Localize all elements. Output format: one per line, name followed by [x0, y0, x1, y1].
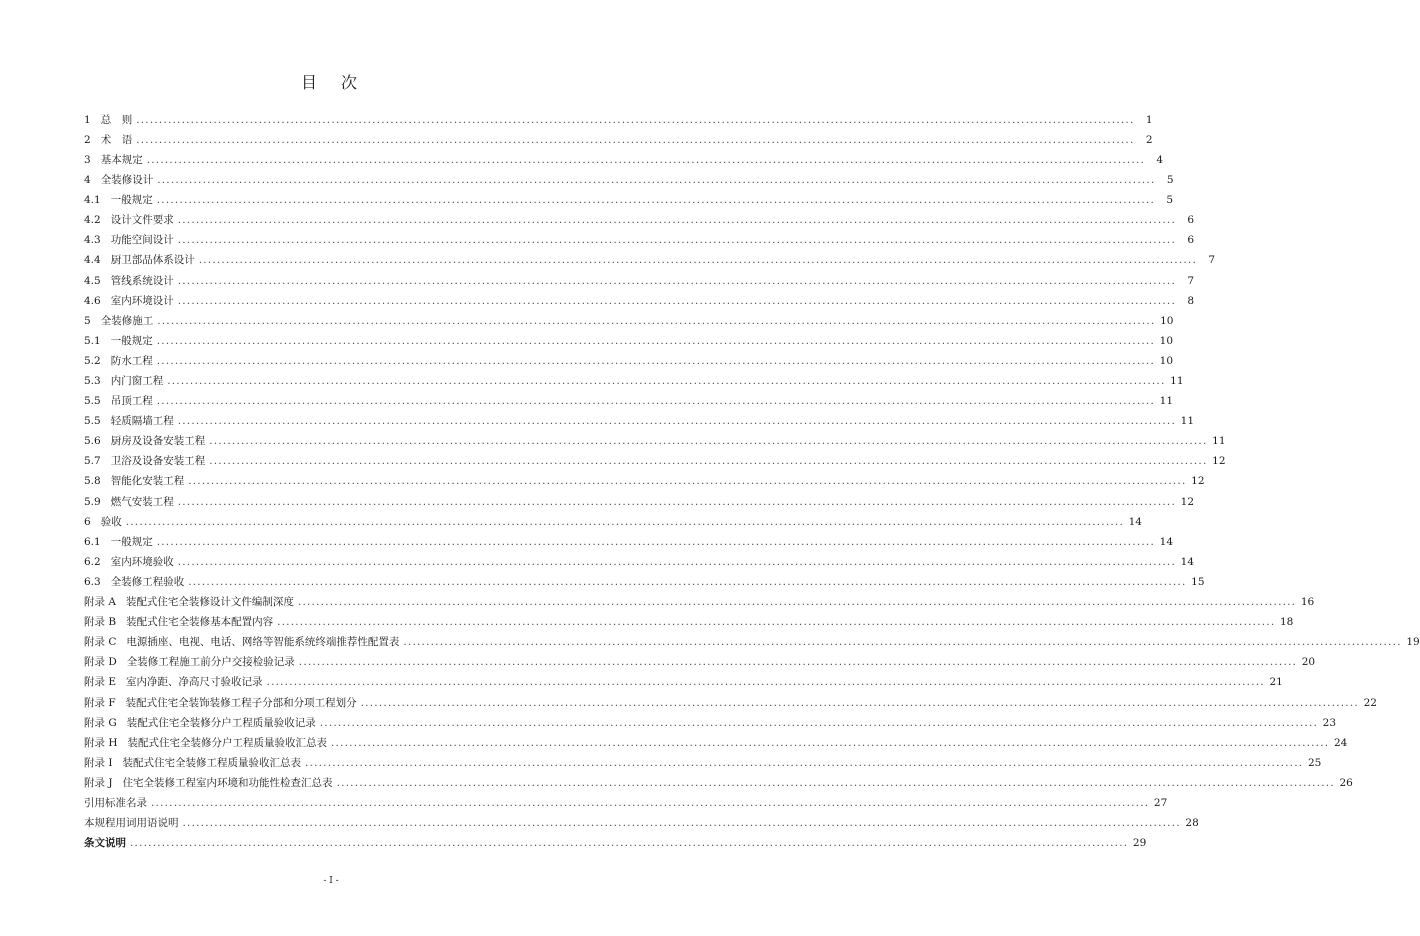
toc-leader-dots: ............................................................................................................................................................................................................................	[188, 575, 1187, 588]
toc-entry[interactable]	[84, 190, 1174, 210]
toc-entry-number: 5.2	[84, 354, 101, 367]
toc-entry-title: 卫浴及设备安装工程	[110, 455, 206, 468]
toc-entry-title: 电源插座、电视、电话、网络等智能系统终端推荐性配置表	[126, 636, 400, 649]
toc-entry-number: 附录 E	[84, 676, 117, 689]
toc-entry-title: 厨卫部品体系设计	[110, 254, 195, 267]
toc-entry-gap	[101, 215, 111, 226]
toc-entry[interactable]	[84, 170, 1174, 190]
toc-entry-number: 附录 D	[84, 656, 117, 669]
toc-entry-gap	[91, 135, 101, 146]
toc-entry[interactable]	[84, 673, 1283, 693]
toc-leader-dots: ............................................................................................................................................................................................................................	[156, 194, 1156, 207]
toc-entry-gap	[117, 657, 127, 668]
toc-entry[interactable]	[84, 291, 1195, 311]
toc-entry[interactable]	[84, 492, 1195, 512]
toc-leader-dots: ............................................................................................................................................................................................................................	[156, 395, 1156, 408]
toc-entry-title: 总 则	[100, 113, 133, 126]
toc-leader-dots: ............................................................................................................................................................................................................................	[177, 214, 1177, 227]
toc-entry-title: 住宅全装修工程室内环境和功能性检查汇总表	[122, 776, 333, 789]
toc-entry[interactable]	[84, 793, 1168, 813]
toc-entry[interactable]	[84, 532, 1174, 552]
toc-entry-gap	[101, 376, 111, 387]
toc-entry[interactable]	[84, 271, 1195, 291]
toc-entry-page: 14	[1180, 555, 1195, 568]
toc-leader-dots: ............................................................................................................................................................................................................................	[209, 455, 1208, 468]
toc-entry-gap	[101, 436, 111, 447]
toc-entry-gap	[91, 175, 101, 186]
toc-entry-number: 5	[84, 314, 91, 327]
toc-entry-gap	[113, 758, 123, 769]
toc-entry-page: 6	[1187, 214, 1195, 227]
toc-entry-title: 功能空间设计	[110, 234, 174, 247]
toc-entry-page: 6	[1187, 234, 1195, 247]
toc-entry-number: 附录 B	[84, 616, 117, 629]
toc-entry-title: 一般规定	[110, 194, 153, 207]
toc-entry[interactable]	[84, 231, 1195, 251]
toc-leader-dots: ............................................................................................................................................................................................................................	[319, 716, 1319, 729]
toc-leader-dots: ............................................................................................................................................................................................................................	[130, 837, 1129, 850]
toc-entry[interactable]	[84, 452, 1226, 472]
toc-leader-dots: ............................................................................................................................................................................................................................	[177, 294, 1177, 307]
toc-entry-gap	[101, 336, 111, 347]
toc-entry-title: 装配式住宅全装饰装修工程子分部和分项工程划分	[125, 696, 357, 709]
toc-entry[interactable]	[84, 210, 1195, 230]
toc-entry-title: 术 语	[100, 133, 133, 146]
toc-leader-dots: ............................................................................................................................................................................................................................	[157, 174, 1156, 187]
toc-entry-gap	[116, 637, 126, 648]
toc-entry-gap	[117, 718, 127, 729]
toc-entry-page: 22	[1363, 696, 1377, 709]
toc-entry-title: 一般规定	[110, 535, 153, 548]
toc-entry[interactable]	[84, 391, 1174, 411]
toc-entry-title: 基本规定	[100, 153, 143, 166]
toc-entry-number: 附录 H	[84, 736, 118, 749]
toc-leader-dots: ............................................................................................................................................................................................................................	[177, 555, 1177, 568]
page-number-footer: - I -	[323, 876, 339, 886]
toc-entry-gap	[101, 577, 111, 588]
toc-entry-number: 6.3	[84, 575, 101, 588]
toc-entry[interactable]	[84, 592, 1315, 612]
toc-entry-title: 室内净距、净高尺寸验收记录	[126, 676, 263, 689]
toc-entry-page: 2	[1145, 133, 1153, 146]
toc-entry-page: 12	[1180, 495, 1195, 508]
toc-leader-dots: ............................................................................................................................................................................................................................	[403, 636, 1402, 649]
toc-entry-page: 11	[1159, 395, 1174, 408]
toc-entry-gap	[116, 677, 126, 688]
toc-entry-page: 20	[1301, 656, 1316, 669]
toc-entry-number: 5.8	[84, 475, 101, 488]
toc-leader-dots: ............................................................................................................................................................................................................................	[188, 475, 1187, 488]
toc-entry-page: 10	[1159, 334, 1174, 347]
toc-entry-number: 4.3	[84, 234, 101, 247]
toc-entry-gap	[91, 115, 101, 126]
toc-leader-dots: ............................................................................................................................................................................................................................	[177, 234, 1177, 247]
toc-entry-title: 智能化安装工程	[110, 475, 185, 488]
toc-leader-dots: ............................................................................................................................................................................................................................	[209, 435, 1208, 448]
toc-entry-number: 4.2	[84, 214, 101, 227]
toc-leader-dots: ............................................................................................................................................................................................................................	[156, 535, 1156, 548]
toc-entry-page: 29	[1132, 837, 1147, 850]
toc-entry-number: 4.4	[84, 254, 101, 267]
toc-leader-dots: ............................................................................................................................................................................................................................	[156, 334, 1156, 347]
toc-entry-gap	[101, 396, 111, 407]
page-title: 目 次	[300, 73, 361, 92]
toc-entry-page: 25	[1307, 756, 1322, 769]
toc-leader-dots: ............................................................................................................................................................................................................................	[136, 133, 1135, 146]
toc-entry-number: 1	[84, 113, 91, 126]
toc-entry-title: 本规程用词用语说明	[84, 817, 179, 830]
toc-entry[interactable]	[84, 753, 1322, 773]
toc-entry-title: 管线系统设计	[110, 274, 174, 287]
toc-entry[interactable]	[84, 150, 1163, 170]
toc-entry-title: 装配式住宅全装修设计文件编制深度	[125, 596, 294, 609]
toc-leader-dots: ............................................................................................................................................................................................................................	[177, 415, 1177, 428]
toc-entry-title: 全装修设计	[100, 174, 154, 187]
toc-entry-title: 全装修施工	[100, 314, 154, 327]
toc-entry[interactable]	[84, 351, 1174, 371]
toc-entry-number: 附录 I	[84, 756, 113, 769]
toc-entry-page: 4	[1156, 153, 1163, 166]
toc-entry-title: 防水工程	[110, 354, 153, 367]
toc-entry-page: 12	[1191, 475, 1205, 488]
toc-entry[interactable]	[84, 552, 1195, 572]
toc-entry-gap	[113, 778, 123, 789]
toc-entry-number: 5.1	[84, 334, 101, 347]
toc-entry-gap	[101, 235, 111, 246]
toc-entry-title: 验收	[100, 515, 122, 528]
toc-entry-title: 一般规定	[110, 334, 153, 347]
toc-entry-page: 1	[1145, 113, 1153, 126]
toc-leader-dots: ............................................................................................................................................................................................................................	[336, 776, 1335, 789]
toc-leader-dots: ............................................................................................................................................................................................................................	[136, 113, 1135, 126]
toc-entry-number: 附录 C	[84, 636, 117, 649]
toc-entry[interactable]	[84, 472, 1205, 492]
toc-entry-gap	[91, 155, 101, 166]
toc-entry-gap	[101, 255, 111, 266]
toc-entry-title: 全装修工程施工前分户交接检验记录	[126, 656, 295, 669]
toc-leader-dots: ............................................................................................................................................................................................................................	[198, 254, 1198, 267]
toc-entry-title: 燃气安装工程	[110, 495, 174, 508]
toc-entry[interactable]	[84, 251, 1216, 271]
toc-entry-page: 23	[1322, 716, 1337, 729]
toc-entry-page: 15	[1191, 575, 1205, 588]
toc-leader-dots: ............................................................................................................................................................................................................................	[177, 274, 1177, 287]
toc-entry-page: 11	[1180, 415, 1195, 428]
toc-entry-number: 6.1	[84, 535, 101, 548]
toc-entry-page: 10	[1160, 314, 1174, 327]
toc-entry-page: 5	[1166, 174, 1174, 187]
toc-leader-dots: ............................................................................................................................................................................................................................	[305, 756, 1304, 769]
toc-entry[interactable]	[84, 773, 1353, 793]
toc-entry-title: 装配式住宅全装修分户工程质量验收记录	[126, 716, 316, 729]
toc-leader-dots: ............................................................................................................................................................................................................................	[277, 616, 1276, 629]
toc-entry[interactable]	[84, 331, 1174, 351]
toc-entry-page: 18	[1280, 616, 1294, 629]
toc-entry[interactable]	[84, 311, 1174, 331]
toc-entry-number: 6	[84, 515, 91, 528]
toc-leader-dots: ............................................................................................................................................................................................................................	[297, 596, 1297, 609]
toc-entry[interactable]	[84, 632, 1420, 652]
toc-entry-title: 轻质隔墙工程	[110, 415, 174, 428]
toc-leader-dots: ............................................................................................................................................................................................................................	[177, 495, 1177, 508]
toc-entry[interactable]	[84, 432, 1226, 452]
toc-entry-title: 室内环境设计	[110, 294, 174, 307]
toc-entry-page: 10	[1159, 354, 1174, 367]
toc-entry-page: 19	[1406, 636, 1420, 649]
toc-entry-page: 26	[1339, 776, 1353, 789]
table-of-contents	[84, 110, 1420, 853]
toc-entry[interactable]	[84, 411, 1195, 431]
toc-entry[interactable]	[84, 130, 1153, 150]
toc-entry-number: 4.5	[84, 274, 101, 287]
toc-entry-number: 5.3	[84, 375, 101, 388]
toc-entry[interactable]	[84, 713, 1337, 733]
toc-entry[interactable]	[84, 813, 1199, 833]
toc-entry-gap	[118, 738, 128, 749]
toc-entry-gap	[116, 597, 126, 608]
toc-entry-title: 装配式住宅全装修工程质量验收汇总表	[122, 756, 302, 769]
toc-entry-page: 7	[1208, 254, 1216, 267]
toc-entry-number: 5.7	[84, 455, 101, 468]
toc-entry-number: 附录 A	[84, 596, 116, 609]
toc-entry[interactable]	[84, 572, 1205, 592]
toc-entry[interactable]	[84, 371, 1184, 391]
toc-entry[interactable]	[84, 512, 1142, 532]
toc-entry-number: 3	[84, 153, 91, 166]
toc-entry-page: 24	[1333, 736, 1348, 749]
toc-leader-dots: ............................................................................................................................................................................................................................	[266, 676, 1265, 689]
toc-leader-dots: ............................................................................................................................................................................................................................	[298, 656, 1298, 669]
toc-entry-number: 4.1	[84, 194, 101, 207]
toc-leader-dots: ............................................................................................................................................................................................................................	[182, 817, 1181, 830]
toc-entry-gap	[91, 517, 101, 528]
toc-entry[interactable]	[84, 833, 1147, 853]
toc-entry-number: 5.6	[84, 435, 101, 448]
toc-entry-title: 设计文件要求	[110, 214, 174, 227]
toc-entry-gap	[116, 698, 126, 709]
toc-entry-gap	[101, 476, 111, 487]
toc-entry-title: 吊顶工程	[110, 395, 153, 408]
toc-leader-dots: ............................................................................................................................................................................................................................	[125, 515, 1124, 528]
toc-entry-page: 21	[1269, 676, 1283, 689]
toc-entry-number: 附录 F	[84, 696, 116, 709]
toc-entry[interactable]	[84, 612, 1294, 632]
toc-leader-dots: ............................................................................................................................................................................................................................	[167, 375, 1166, 388]
toc-entry-page: 14	[1128, 515, 1142, 528]
toc-entry-number: 附录 G	[84, 716, 117, 729]
toc-entry-page: 7	[1187, 274, 1195, 287]
toc-entry-title: 内门窗工程	[110, 375, 164, 388]
toc-entry-page: 14	[1159, 535, 1174, 548]
toc-entry[interactable]	[84, 693, 1377, 713]
toc-entry[interactable]	[84, 733, 1348, 753]
toc-entry-page: 27	[1153, 796, 1168, 809]
toc-entry-gap	[101, 195, 111, 206]
toc-entry-number: 2	[84, 133, 91, 146]
toc-leader-dots: ............................................................................................................................................................................................................................	[156, 354, 1156, 367]
toc-leader-dots: ............................................................................................................................................................................................................................	[151, 796, 1150, 809]
toc-entry-number: 5.5	[84, 395, 101, 408]
toc-entry-number: 5.5	[84, 415, 101, 428]
toc-entry-title: 装配式住宅全装修分户工程质量验收汇总表	[127, 736, 328, 749]
toc-entry-number: 5.9	[84, 495, 101, 508]
toc-entry-number: 4.6	[84, 294, 101, 307]
toc-entry-gap	[101, 537, 111, 548]
toc-entry-number: 附录 J	[84, 776, 113, 789]
toc-entry-number: 4	[84, 174, 91, 187]
toc-entry-gap	[101, 416, 111, 427]
toc-entry[interactable]	[84, 110, 1153, 130]
toc-entry-page: 28	[1185, 817, 1199, 830]
toc-entry-title: 全装修工程验收	[110, 575, 185, 588]
toc-entry-page: 8	[1187, 294, 1195, 307]
toc-entry-title: 厨房及设备安装工程	[110, 435, 206, 448]
toc-entry[interactable]	[84, 653, 1316, 673]
toc-entry-gap	[101, 356, 111, 367]
toc-entry-gap	[101, 296, 111, 307]
toc-entry-number: 6.2	[84, 555, 101, 568]
toc-leader-dots: ............................................................................................................................................................................................................................	[360, 696, 1359, 709]
toc-entry-page: 12	[1212, 455, 1226, 468]
toc-entry-page: 11	[1170, 375, 1184, 388]
toc-entry-title: 引用标准名录	[84, 796, 147, 809]
toc-entry-page: 5	[1166, 194, 1174, 207]
toc-leader-dots: ............................................................................................................................................................................................................................	[331, 736, 1330, 749]
toc-leader-dots: ............................................................................................................................................................................................................................	[157, 314, 1156, 327]
toc-entry-gap	[101, 497, 111, 508]
toc-entry-gap	[101, 557, 111, 568]
toc-entry-title: 条文说明	[84, 837, 126, 850]
toc-entry-title: 装配式住宅全装修基本配置内容	[126, 616, 274, 629]
toc-entry-gap	[116, 617, 126, 628]
toc-entry-gap	[101, 276, 111, 287]
toc-entry-title: 室内环境验收	[110, 555, 174, 568]
toc-leader-dots: ............................................................................................................................................................................................................................	[146, 153, 1145, 166]
toc-entry-page: 11	[1212, 435, 1226, 448]
toc-entry-page: 16	[1300, 596, 1315, 609]
toc-entry-gap	[91, 316, 101, 327]
toc-entry-gap	[101, 456, 111, 467]
